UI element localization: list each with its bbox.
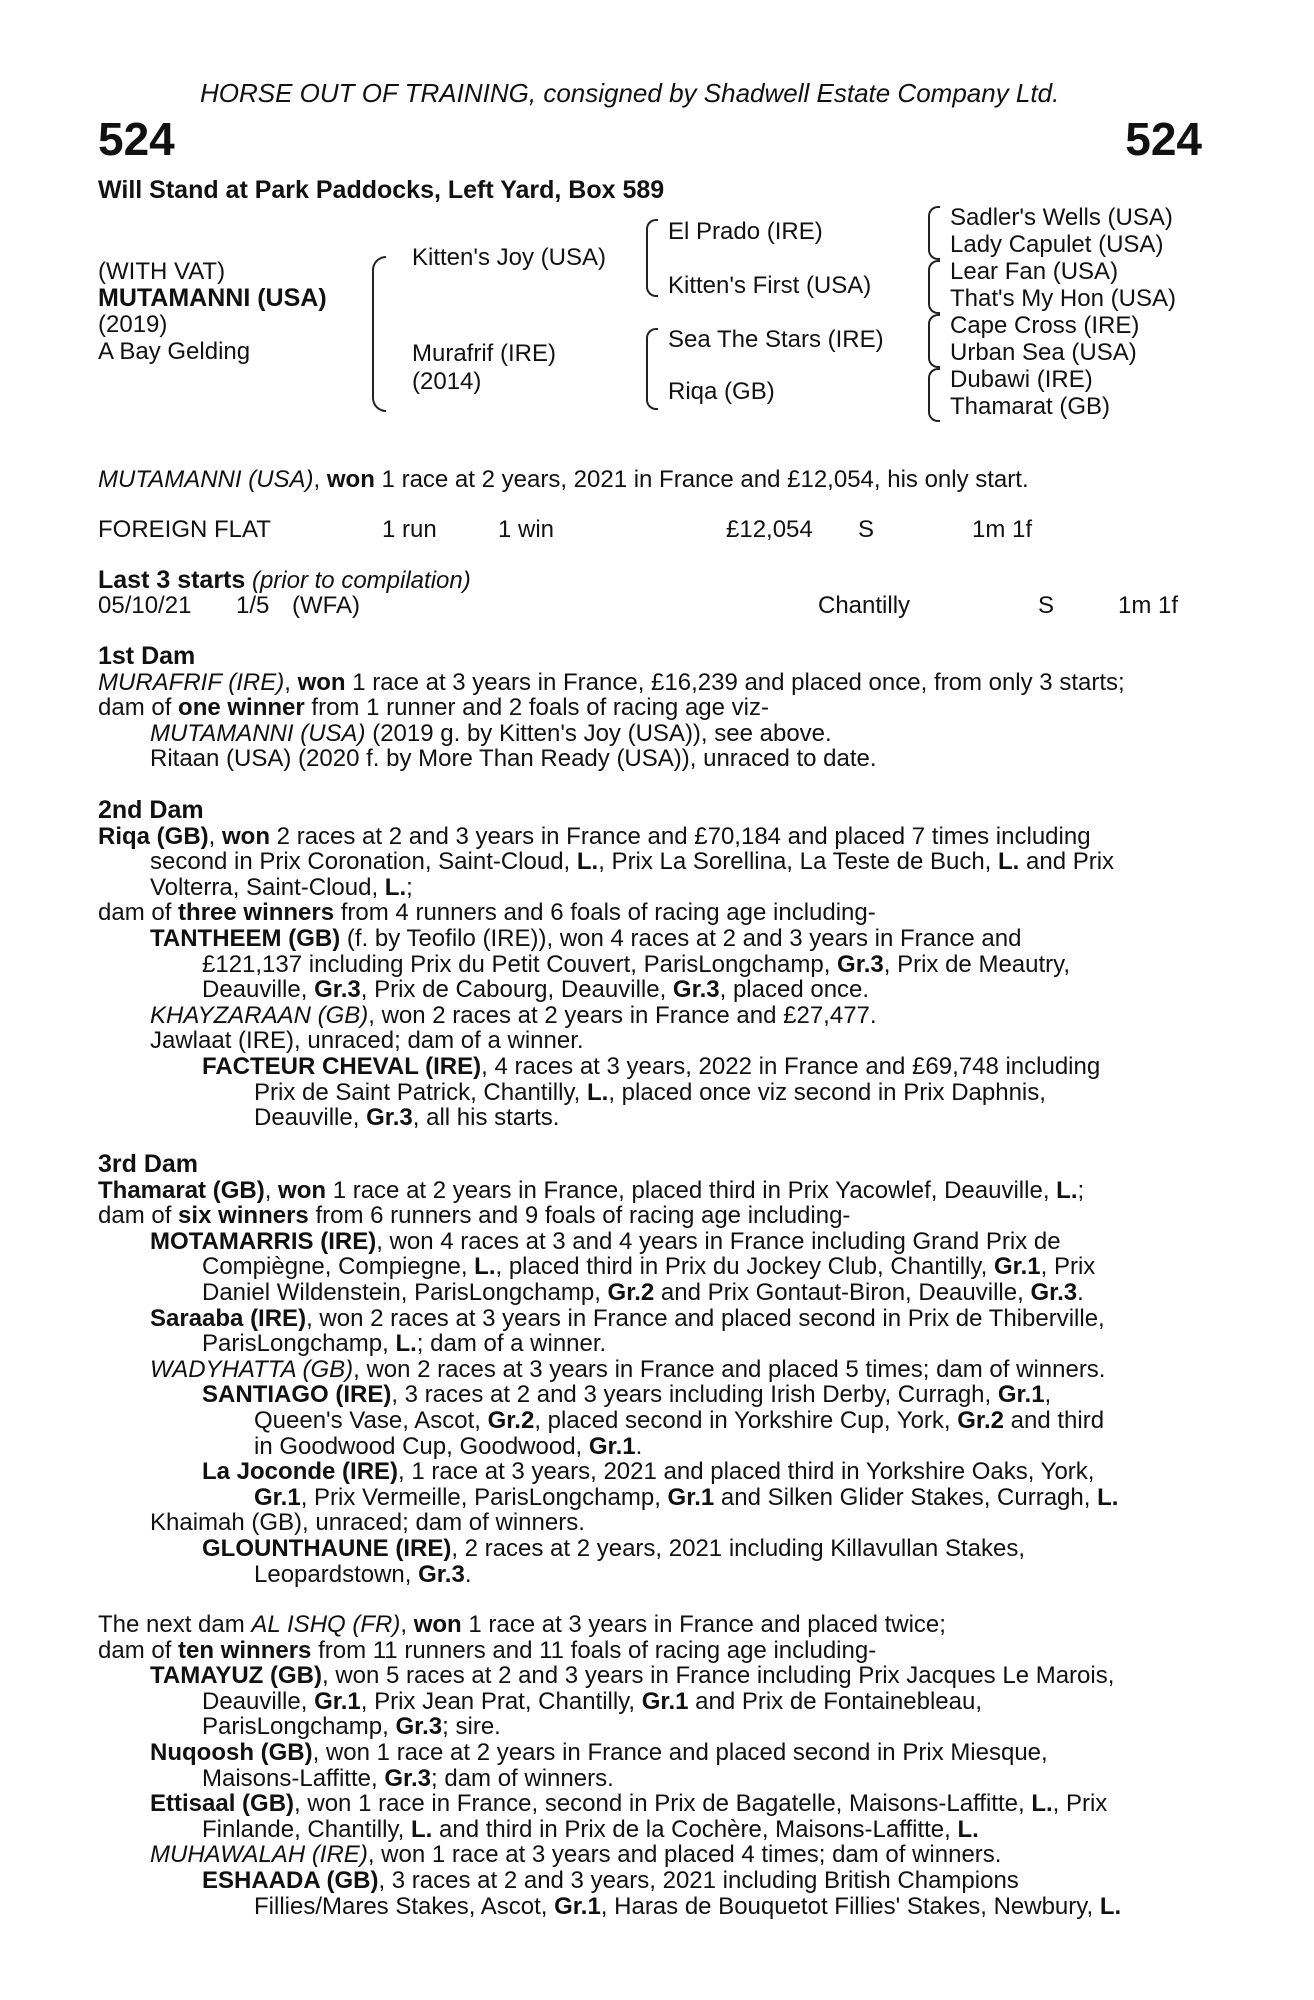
dds: Dubawi (IRE) [950,366,1093,393]
brace-sire-dam [372,256,386,412]
horse-name: MUTAMANNI (USA) [98,284,327,312]
sire-dam: Kitten's First (USA) [668,272,872,299]
sdd: That's My Hon (USA) [950,285,1176,312]
last-start-row: 05/10/21 1/5 (WFA) Chantilly S 1m 1f [98,592,1179,619]
dam-sire: Sea The Stars (IRE) [668,326,884,353]
dam: Murafrif (IRE) [412,340,556,367]
ssd: Lady Capulet (USA) [950,231,1164,258]
third-dam-section: 3rd Dam Thamarat (GB), won 1 race at 2 years in France, placed third in Prix Yacowlef, Deauville, L.; dam of six winners from 6 runners and 9 foals of racing age including- MOTAMARRIS (IRE), won 4 races at 3 and 4 years in France including Grand Prix de Compiègne, Compiegne, L., placed third in Prix du Jockey Club, Chantilly, Gr.1, Prix Daniel Wildenstein, ParisLongchamp, Gr.2 and Prix Gontaut-Biron, Deauville, Gr.3. Saraaba (IRE), won 2 races at 3 years in France and placed second in Prix de Thiberville, ParisLongchamp, L.; dam of a winner. WADYHATTA (GB), won 2 races at 3 years in France and placed 5 times; dam of winners. SANTIAGO (IRE), 3 races at 2 and 3 years including Irish Derby, Curragh, Gr.1, Queen's Vase, Ascot, Gr.2, placed second in Yorkshire Cup, York, Gr.2 and third in Goodwood Cup, Goodwood, Gr.1. La Joconde (IRE), 1 race at 3 years, 2021 and placed third in Yorkshire Oaks, York, Gr.1, Prix Vermeille, ParisLongchamp, Gr.1 and Silken Glider Stakes, Curragh, L. Khaimah (GB), unraced; dam of winners. GLOUNTHAUNE (IRE), 2 races at 2 years, 2021 including Killavullan Stakes, Leopardstown, Gr.3. [98,1150,1119,1588]
horse-year: (2019) [98,311,168,338]
brace-dam-line [646,328,658,410]
brace-sd [928,260,940,314]
sire-sire: El Prado (IRE) [668,218,823,245]
fourth-dam-section: The next dam AL ISHQ (FR), won 1 race at 3 years in France and placed twice; dam of ten winners from 11 runners and 11 foals of racing age including- TAMAYUZ (GB), won 5 races at 2 and 3 years in France including Prix Jacques Le Marois, Deauville, Gr.1, Prix Jean Prat, Chantilly, Gr.1 and Prix de Fontainebleau, ParisLongchamp, Gr.3; sire. Nuqoosh (GB), won 1 race at 2 years in France and placed second in Prix Miesque, Maisons-Laffitte, Gr.3; dam of winners. Ettisaal (GB), won 1 race in France, second in Prix de Bagatelle, Maisons-Laffitte, L., Prix Finlande, Chantilly, L. and third in Prix de la Cochère, Maisons-Laffitte, L. MUHAWALAH (IRE), won 1 race at 3 years and placed 4 times; dam of winners. ESHAADA (GB), 3 races at 2 and 3 years, 2021 including British Champions Fillies/Mares Stakes, Ascot, Gr.1, Haras de Bouquetot Fillies' Stakes, Newbury, L. [98,1611,1122,1920]
brace-sire-line [646,219,658,297]
dam-dam: Riqa (GB) [668,378,775,405]
brace-dd [928,368,940,422]
dss: Cape Cross (IRE) [950,312,1140,339]
racing-record: FOREIGN FLAT 1 run 1 win £12,054 S 1m 1f [98,516,1033,543]
ddd: Thamarat (GB) [950,393,1111,420]
brace-ss [928,206,940,260]
sss: Sadler's Wells (USA) [950,204,1173,231]
brace-ds [928,314,940,368]
second-dam-section: 2nd Dam Riqa (GB), won 2 races at 2 and 3 years in France and £70,184 and placed 7 times including second in Prix Coronation, Saint-Cloud, L., Prix La Sorellina, La Teste de Buch, L. and Prix Volterra, Saint-Cloud, L.; dam of three winners from 4 runners and 6 foals of racing age including- TANTHEEM (GB) (f. by Teofilo (IRE)), won 4 races at 2 and 3 years in France and £121,137 including Prix du Petit Couvert, ParisLongchamp, Gr.3, Prix de Meautry, Deauville, Gr.3, Prix de Cabourg, Deauville, Gr.3, placed once. KHAYZARAAN (GB), won 2 races at 2 years in France and £27,477. Jawlaat (IRE), unraced; dam of a winner. FACTEUR CHEVAL (IRE), 4 races at 3 years, 2022 in France and £69,748 including Prix de Saint Patrick, Chantilly, L., placed once viz second in Prix Daphnis, Deauville, Gr.3, all his starts. [98,796,1115,1132]
sds: Lear Fan (USA) [950,258,1119,285]
dam-year: (2014) [412,368,482,395]
race-summary: MUTAMANNI (USA), won 1 race at 2 years, 2021 in France and £12,054, his only start. [98,466,1029,493]
sire: Kitten's Joy (USA) [412,244,606,271]
last-starts-heading: Last 3 starts (prior to compilation) [98,566,471,594]
lot-number-right: 524 [1125,113,1202,165]
horse-description: A Bay Gelding [98,338,251,365]
dsd: Urban Sea (USA) [950,339,1137,366]
catalogue-header: HORSE OUT OF TRAINING, consigned by Shadwell Estate Company Ltd. [200,78,1060,108]
stand-location: Will Stand at Park Paddocks, Left Yard, Box 589 [98,176,665,204]
vat-note: (WITH VAT) [98,258,226,285]
lot-number-left: 524 [98,113,175,165]
first-dam-section: 1st Dam MURAFRIF (IRE), won 1 race at 3 years in France, £16,239 and placed once, from only 3 starts; dam of one winner from 1 runner and 2 foals of racing age viz- MUTAMANNI (USA) (2019 g. by Kitten's Joy (USA)), see above. Ritaan (USA) (2020 f. by More Than Ready (USA)), unraced to date. [98,642,1125,773]
